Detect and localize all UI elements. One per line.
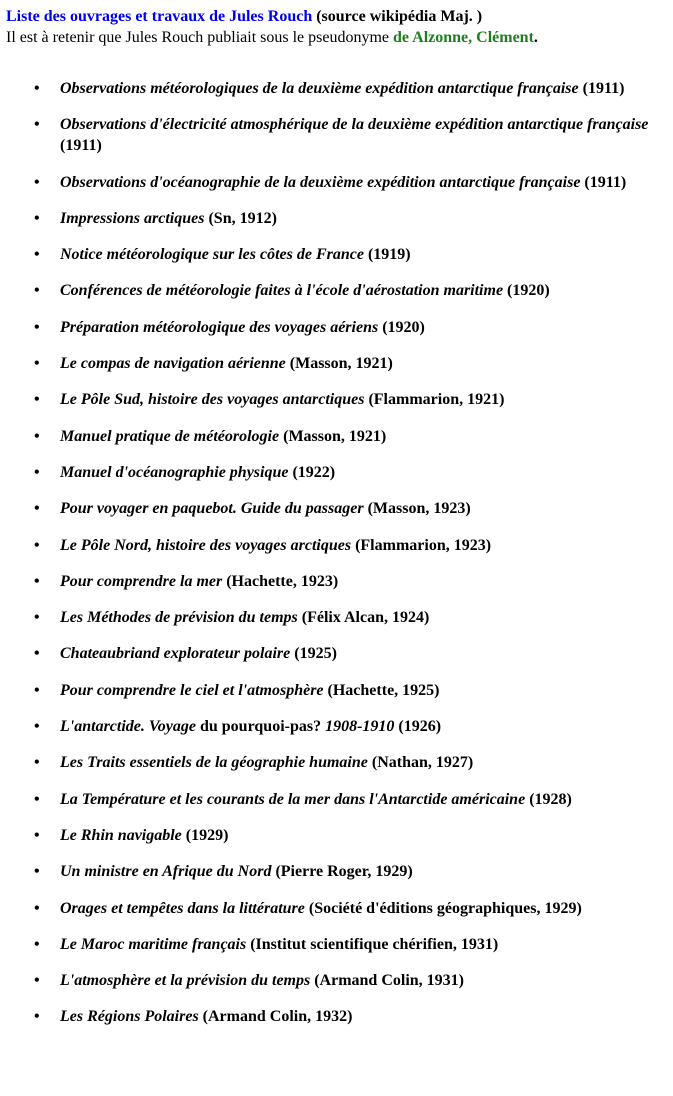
work-publication-info: (Institut scientifique chérifien, 1931)	[246, 935, 499, 953]
work-title-dates: 1908-1910	[325, 718, 395, 736]
bullet-icon: •	[34, 355, 40, 373]
bullet-icon: •	[34, 790, 40, 808]
work-title: Les Méthodes de prévision du temps	[60, 609, 298, 627]
work-title: Conférences de météorologie faites à l'école d'aérostation maritime	[60, 282, 504, 300]
bullet-icon: •	[34, 318, 40, 336]
work-publication-info: (Hachette, 1925)	[323, 681, 440, 699]
work-title: Pour comprendre le ciel et l'atmosphère	[60, 681, 324, 699]
list-item	[34, 934, 660, 955]
work-title: Le Rhin navigable	[60, 826, 182, 844]
bullet-icon: •	[34, 463, 40, 481]
work-title: Impressions arctiques	[60, 209, 205, 227]
bullet-icon: •	[34, 282, 40, 300]
work-publication-info: (Hachette, 1923)	[222, 572, 339, 590]
bullet-icon: •	[34, 645, 40, 663]
bullet-icon: •	[34, 246, 40, 264]
work-title: Observations d'océanographie de la deuxième expédition antarctique française	[60, 173, 581, 191]
bullet-icon: •	[34, 209, 40, 227]
bullet-icon: •	[34, 572, 40, 590]
work-title: Pour comprendre la mer	[60, 572, 223, 590]
bullet-icon: •	[34, 427, 40, 445]
list-item	[34, 680, 660, 701]
list-item	[34, 789, 660, 810]
work-publication-info: (1920)	[378, 318, 425, 336]
list-item	[34, 643, 660, 664]
bullet-icon: •	[34, 718, 40, 736]
work-title: Orages et tempêtes dans la littérature	[60, 899, 305, 917]
bullet-icon: •	[34, 500, 40, 518]
list-item	[34, 317, 660, 338]
work-publication-info: (1911)	[60, 137, 102, 155]
work-title: L'atmosphère et la prévision du temps	[60, 972, 311, 990]
works-list-link[interactable]: Liste des ouvrages et travaux de Jules Rouch	[6, 8, 313, 25]
work-title: Le Maroc maritime français	[60, 935, 247, 953]
work-title: Pour voyager en paquebot. Guide du passager	[60, 500, 364, 518]
work-publication-info: (Félix Alcan, 1924)	[297, 609, 430, 627]
work-title: Préparation météorologique des voyages aériens	[60, 318, 379, 336]
work-title: Manuel pratique de météorologie	[60, 427, 280, 445]
work-title: Notice météorologique sur les côtes de France	[60, 246, 364, 264]
work-title-mid: du pourquoi-pas?	[195, 718, 326, 736]
work-title: Chateaubriand explorateur polaire	[60, 645, 291, 663]
bullet-icon: •	[34, 899, 40, 917]
bullet-icon: •	[34, 609, 40, 627]
work-publication-info: (Masson, 1923)	[363, 500, 471, 518]
list-item	[34, 1006, 660, 1027]
work-title: Observations d'électricité atmosphérique de la deuxième expédition antarctique française	[60, 116, 649, 134]
pseudonym-period: .	[533, 29, 538, 46]
work-title: Le Pôle Nord, histoire des voyages arctiques	[60, 536, 352, 554]
bullet-icon: •	[34, 863, 40, 881]
list-item	[34, 172, 660, 193]
work-publication-info: (Sn, 1912)	[204, 209, 277, 227]
work-publication-info: (Flammarion, 1923)	[351, 536, 492, 554]
work-publication-info: (1925)	[290, 645, 337, 663]
bullet-icon: •	[34, 935, 40, 953]
list-item	[34, 607, 660, 628]
page-header	[6, 6, 538, 48]
list-item	[34, 280, 660, 301]
bullet-icon: •	[34, 173, 40, 191]
list-item	[34, 353, 660, 374]
pseudonym-note: Il est à retenir que Jules Rouch publiait sous le pseudonyme	[6, 29, 394, 46]
list-item	[34, 970, 660, 991]
work-publication-info: (Pierre Roger, 1929)	[271, 863, 413, 881]
bullet-icon: •	[34, 1008, 40, 1026]
list-item	[34, 825, 660, 846]
work-publication-info: (Société d'éditions géographiques, 1929)	[304, 899, 582, 917]
list-item	[34, 498, 660, 519]
work-title: Le compas de navigation aérienne	[60, 355, 286, 373]
work-publication-info: (1929)	[181, 826, 229, 844]
work-publication-info: (Flammarion, 1921)	[364, 391, 505, 409]
work-publication-info: (1919)	[363, 246, 411, 264]
list-item	[34, 78, 660, 99]
work-publication-info: (1928)	[525, 790, 572, 808]
work-title: La Température et les courants de la mer dans l'Antarctide américaine	[60, 790, 526, 808]
work-title: Observations météorologiques de la deuxième expédition antarctique française	[60, 80, 579, 97]
header-title-line	[6, 6, 538, 27]
work-title: Le Pôle Sud, histoire des voyages antarctiques	[60, 391, 365, 409]
list-item	[34, 861, 660, 882]
bullet-icon: •	[34, 681, 40, 699]
list-item	[34, 462, 660, 483]
bullet-icon: •	[34, 536, 40, 554]
work-title: Les Régions Polaires	[60, 1008, 199, 1026]
bullet-icon: •	[34, 972, 40, 990]
list-item	[34, 716, 660, 737]
work-publication-info: (1911)	[580, 173, 627, 191]
pseudonym-name: de Alzonne, Clément	[393, 29, 534, 46]
bullet-icon: •	[34, 391, 40, 409]
works-list	[0, 78, 660, 1043]
bullet-icon: •	[34, 754, 40, 772]
list-item	[34, 426, 660, 447]
work-publication-info: (Armand Colin, 1931)	[310, 972, 464, 990]
bullet-icon: •	[34, 80, 40, 97]
work-publication-info: (1926)	[394, 718, 442, 736]
work-publication-info: (1920)	[503, 282, 550, 300]
work-publication-info: (Nathan, 1927)	[367, 754, 474, 772]
list-item	[34, 898, 660, 919]
work-publication-info: (Masson, 1921)	[279, 427, 387, 445]
bullet-icon: •	[34, 116, 40, 134]
work-publication-info: (1911)	[578, 80, 625, 97]
bullet-icon: •	[34, 826, 40, 844]
list-item	[34, 752, 660, 773]
work-publication-info: (Armand Colin, 1932)	[198, 1008, 353, 1026]
work-publication-info: (1922)	[288, 463, 336, 481]
list-item	[34, 571, 660, 592]
list-item	[34, 114, 660, 156]
pseudonym-note-line	[6, 27, 538, 48]
list-item	[34, 244, 660, 265]
list-item	[34, 208, 660, 229]
work-title: Manuel d'océanographie physique	[60, 463, 289, 481]
work-title: Les Traits essentiels de la géographie humaine	[60, 754, 368, 772]
work-title: Un ministre en Afrique du Nord	[60, 863, 272, 881]
source-note: (source wikipédia Maj. )	[312, 8, 483, 25]
list-item	[34, 389, 660, 410]
list-item	[34, 535, 660, 556]
work-publication-info: (Masson, 1921)	[285, 355, 393, 373]
work-title: L'antarctide. Voyage	[60, 718, 196, 736]
